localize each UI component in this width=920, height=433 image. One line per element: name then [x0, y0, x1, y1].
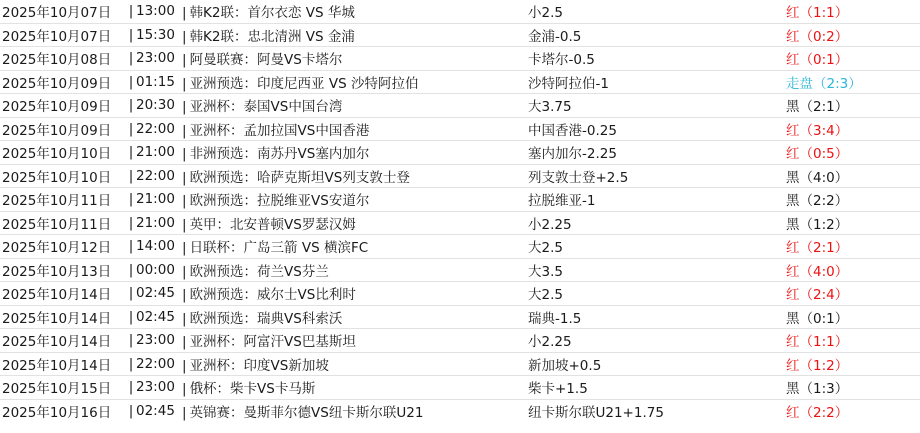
cell-time: 23:00: [136, 332, 175, 349]
cell-match: [182, 213, 528, 233]
table-row: [0, 353, 920, 377]
cell-match: [182, 377, 528, 397]
cell-separator: |: [182, 99, 187, 116]
cell-date: 2025年10月13日: [2, 263, 112, 280]
cell-result: 红（1:1）: [786, 5, 849, 22]
match-label: 欧洲预选：荷兰VS芬兰: [189, 263, 329, 280]
cell-separator: |: [128, 379, 134, 396]
cell-pick: 柴卡+1.5: [528, 381, 588, 398]
cell-time: 22:00: [136, 355, 175, 372]
cell-time: 21:00: [136, 144, 175, 161]
cell-date: 2025年10月08日: [2, 52, 112, 69]
cell-separator: |: [182, 52, 187, 69]
match-label: 非洲预选：南苏丹VS塞内加尔: [189, 146, 370, 163]
cell-match: [182, 283, 528, 303]
cell-pick: 小2.25: [528, 334, 572, 351]
cell-time: 02:45: [136, 308, 175, 325]
cell-pick: 金浦-0.5: [528, 28, 582, 45]
cell-date: 2025年10月14日: [2, 310, 112, 327]
cell-pick: 中国香港-0.25: [528, 122, 617, 139]
cell-match: [182, 166, 528, 186]
table-row: [0, 165, 920, 189]
cell-match: [182, 260, 528, 280]
table-row: [0, 118, 920, 142]
cell-match: [182, 1, 528, 21]
cell-separator: |: [128, 403, 134, 420]
cell-result: 黑（4:0）: [786, 169, 849, 186]
cell-date: 2025年10月07日: [2, 5, 112, 22]
cell-separator: |: [182, 216, 187, 233]
cell-separator: |: [182, 405, 187, 422]
cell-separator: |: [182, 5, 187, 22]
cell-result: 红（4:0）: [786, 263, 849, 280]
cell-time: 23:00: [136, 379, 175, 396]
cell-date: 2025年10月14日: [2, 357, 112, 374]
match-label: 亚洲杯：泰国VS中国台湾: [189, 99, 343, 116]
table-row: [0, 94, 920, 118]
cell-separator: |: [182, 75, 187, 92]
cell-time: 14:00: [136, 238, 175, 255]
cell-time: 21:00: [136, 214, 175, 231]
cell-pick: 小2.25: [528, 216, 572, 233]
cell-separator: |: [128, 191, 134, 208]
cell-separator: |: [128, 144, 134, 161]
table-row: [0, 47, 920, 71]
cell-match: [182, 236, 528, 256]
match-label: 韩K2联：首尔衣恋 VS 华城: [189, 5, 355, 22]
cell-match: [182, 119, 528, 139]
cell-result: 黑（1:2）: [786, 216, 849, 233]
cell-time: 22:00: [136, 120, 175, 137]
cell-date: 2025年10月09日: [2, 99, 112, 116]
cell-date: 2025年10月10日: [2, 146, 112, 163]
cell-match: [182, 25, 528, 45]
table-row: [0, 24, 920, 48]
table-row: [0, 376, 920, 400]
table-row: [0, 400, 920, 424]
cell-separator: |: [182, 193, 187, 210]
match-label: 俄杯：柴卡VS卡马斯: [189, 381, 316, 398]
cell-date: 2025年10月09日: [2, 122, 112, 139]
cell-time: 01:15: [136, 73, 175, 90]
cell-separator: |: [128, 261, 134, 278]
table-row: [0, 212, 920, 236]
cell-match: [182, 48, 528, 68]
cell-pick: 瑞典-1.5: [528, 310, 582, 327]
cell-pick: 纽卡斯尔联U21+1.75: [528, 405, 664, 422]
cell-result: 红（2:2）: [786, 405, 849, 422]
match-label: 亚洲预选：印度尼西亚 VS 沙特阿拉伯: [189, 75, 419, 92]
cell-date: 2025年10月09日: [2, 75, 112, 92]
cell-separator: |: [182, 334, 187, 351]
cell-result: 黑（2:2）: [786, 193, 849, 210]
cell-time: 23:00: [136, 50, 175, 67]
cell-pick: 卡塔尔-0.5: [528, 52, 595, 69]
cell-pick: 列支敦士登+2.5: [528, 169, 629, 186]
cell-pick: 塞内加尔-2.25: [528, 146, 617, 163]
cell-date: 2025年10月12日: [2, 240, 112, 257]
cell-match: [182, 95, 528, 115]
cell-separator: |: [182, 381, 187, 398]
cell-separator: |: [128, 97, 134, 114]
cell-pick: 大3.5: [528, 263, 563, 280]
cell-match: [182, 307, 528, 327]
match-label: 欧洲预选：拉脱维亚VS安道尔: [189, 193, 370, 210]
cell-pick: 沙特阿拉伯-1: [528, 75, 609, 92]
match-label: 亚洲杯：印度VS新加坡: [189, 357, 329, 374]
table-row: [0, 188, 920, 212]
cell-date: 2025年10月15日: [2, 381, 112, 398]
cell-time: 02:45: [136, 403, 175, 420]
cell-result: 红（0:1）: [786, 52, 849, 69]
cell-time: 22:00: [136, 167, 175, 184]
cell-separator: |: [128, 214, 134, 231]
table-row: [0, 235, 920, 259]
cell-date: 2025年10月11日: [2, 193, 112, 210]
cell-result: 红（0:2）: [786, 28, 849, 45]
match-label: 亚洲杯：孟加拉国VS中国香港: [189, 122, 370, 139]
match-label: 英锦赛：曼斯菲尔德VS纽卡斯尔联U21: [189, 405, 424, 422]
cell-separator: |: [182, 287, 187, 304]
cell-separator: |: [128, 308, 134, 325]
cell-time: 13:00: [136, 3, 175, 20]
cell-match: [182, 72, 528, 92]
match-label: 欧洲预选：瑞典VS科索沃: [189, 310, 343, 327]
cell-pick: 大2.5: [528, 240, 563, 257]
cell-date: 2025年10月16日: [2, 405, 112, 422]
cell-time: 02:45: [136, 285, 175, 302]
match-label: 欧洲预选：哈萨克斯坦VS列支敦士登: [189, 169, 410, 186]
table-row: [0, 71, 920, 95]
cell-time: 15:30: [136, 26, 175, 43]
cell-separator: |: [128, 167, 134, 184]
cell-pick: 大3.75: [528, 99, 572, 116]
cell-separator: |: [182, 263, 187, 280]
cell-result: 红（0:5）: [786, 146, 849, 163]
cell-time: 00:00: [136, 261, 175, 278]
cell-result: 走盘（2:3）: [786, 75, 862, 92]
cell-result: 黑（1:3）: [786, 381, 849, 398]
table-row: [0, 282, 920, 306]
cell-match: [182, 142, 528, 162]
cell-separator: |: [182, 146, 187, 163]
cell-pick: 大2.5: [528, 287, 563, 304]
cell-result: 黑（2:1）: [786, 99, 849, 116]
cell-separator: |: [182, 357, 187, 374]
cell-result: 红（1:2）: [786, 357, 849, 374]
cell-separator: |: [128, 332, 134, 349]
cell-date: 2025年10月14日: [2, 287, 112, 304]
cell-separator: |: [128, 26, 134, 43]
cell-pick: 小2.5: [528, 5, 563, 22]
cell-separator: |: [128, 238, 134, 255]
cell-date: 2025年10月07日: [2, 28, 112, 45]
cell-result: 红（3:4）: [786, 122, 849, 139]
cell-separator: |: [182, 122, 187, 139]
match-label: 日联杯：广岛三箭 VS 横滨FC: [189, 240, 369, 257]
cell-date: 2025年10月10日: [2, 169, 112, 186]
cell-match: [182, 354, 528, 374]
cell-result: 红（2:4）: [786, 287, 849, 304]
cell-result: 红（1:1）: [786, 334, 849, 351]
cell-separator: |: [182, 28, 187, 45]
match-label: 英甲：北安普顿VS罗瑟汉姆: [189, 216, 356, 233]
cell-time: 20:30: [136, 97, 175, 114]
table-row: [0, 0, 920, 24]
cell-separator: |: [128, 285, 134, 302]
cell-pick: 拉脱维亚-1: [528, 193, 596, 210]
cell-date: 2025年10月14日: [2, 334, 112, 351]
cell-separator: |: [128, 50, 134, 67]
cell-separator: |: [128, 355, 134, 372]
cell-separator: |: [128, 3, 134, 20]
cell-match: [182, 189, 528, 209]
match-label: 欧洲预选：威尔士VS比利时: [189, 287, 356, 304]
cell-separator: |: [128, 120, 134, 137]
table-row: [0, 141, 920, 165]
table-row: [0, 259, 920, 283]
cell-separator: |: [182, 310, 187, 327]
cell-separator: |: [128, 73, 134, 90]
cell-match: [182, 330, 528, 350]
cell-separator: |: [182, 169, 187, 186]
match-label: 韩K2联：忠北清洲 VS 金浦: [189, 28, 355, 45]
cell-result: 黑（0:1）: [786, 310, 849, 327]
cell-separator: |: [182, 240, 187, 257]
table-row: [0, 306, 920, 330]
cell-pick: 新加坡+0.5: [528, 357, 602, 374]
table-row: [0, 329, 920, 353]
cell-time: 21:00: [136, 191, 175, 208]
match-label: 亚洲杯：阿富汗VS巴基斯坦: [189, 334, 356, 351]
cell-date: 2025年10月11日: [2, 216, 112, 233]
cell-match: [182, 401, 528, 421]
match-label: 阿曼联赛：阿曼VS卡塔尔: [189, 52, 343, 69]
cell-result: 红（2:1）: [786, 240, 849, 257]
